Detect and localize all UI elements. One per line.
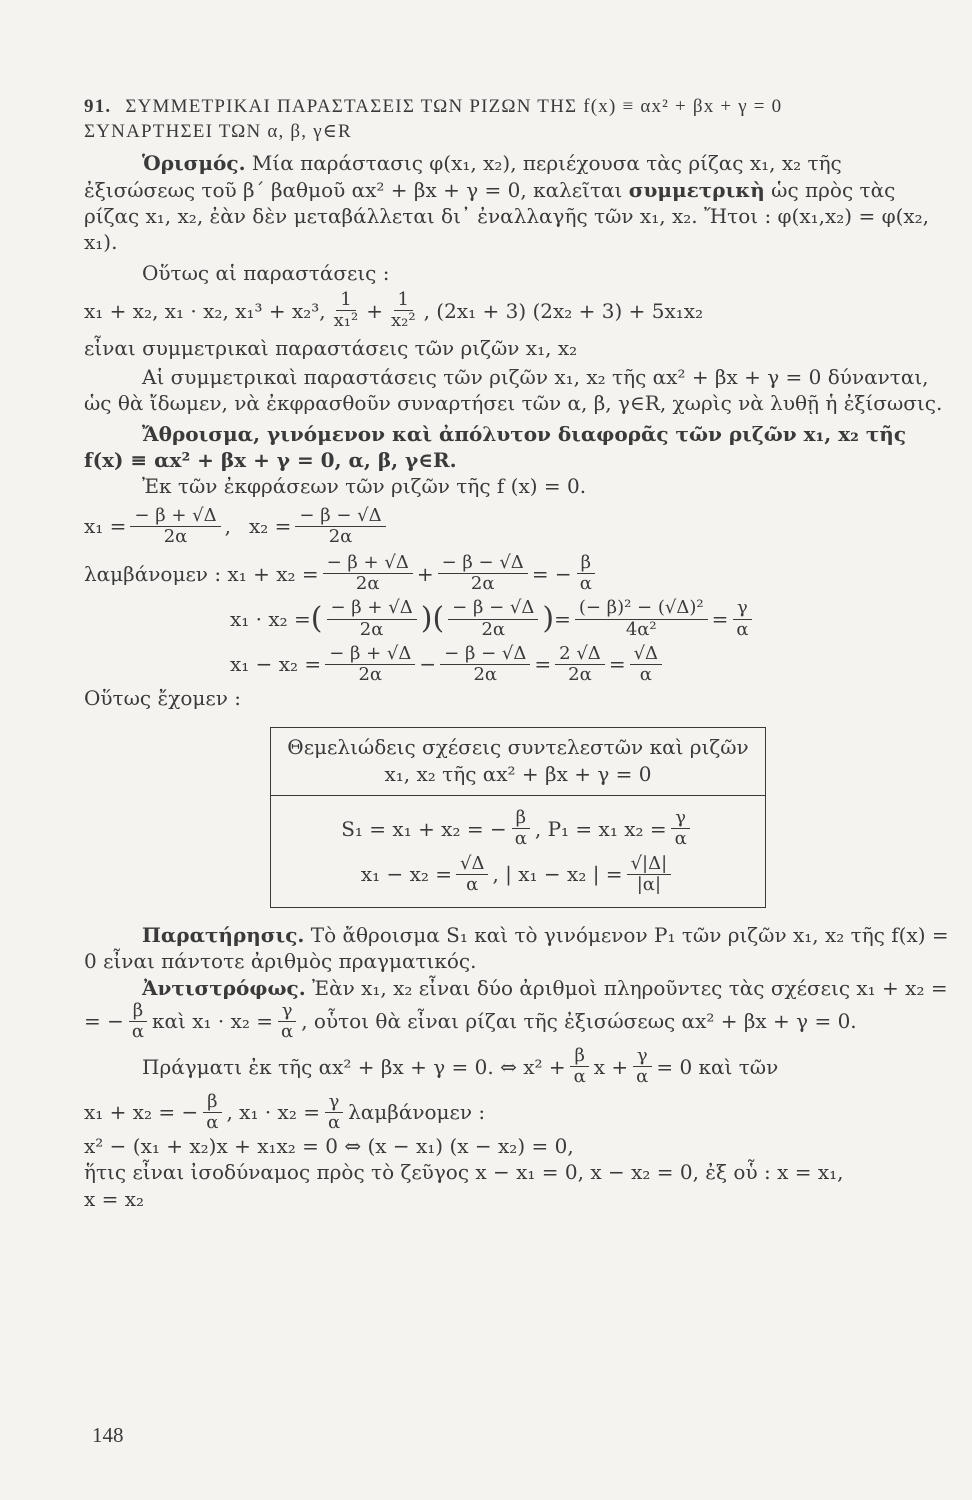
denominator: α — [674, 828, 687, 850]
numerator: − β − √Δ — [438, 553, 528, 574]
denominator: 2α — [358, 663, 383, 685]
difference-formula-fraction — [456, 854, 488, 895]
numerator: √Δ — [630, 644, 662, 665]
left-paren: ( — [310, 601, 323, 637]
examples-intro: Οὕτως αἱ παραστάσεις : — [142, 260, 390, 285]
denominator: α — [636, 1066, 649, 1088]
numerator: − β − √Δ — [440, 644, 530, 665]
equals: = — [608, 652, 626, 677]
difference-fraction-b — [440, 644, 530, 685]
converse-conclusion: , οὗτοι θὰ εἶναι ρίζαι τῆς ἐξισώσεως αx² + βx + γ = 0. — [301, 1009, 857, 1034]
product-fraction-b — [448, 598, 538, 639]
definition-term: συμμετρικὴ — [628, 177, 765, 202]
right-paren: ) — [420, 601, 433, 637]
gamma-over-alpha — [324, 1092, 344, 1133]
denominator: |α| — [636, 873, 662, 895]
numerator: γ — [671, 808, 690, 829]
gamma-over-alpha — [632, 1046, 652, 1087]
x2-fraction — [295, 506, 385, 547]
numerator: − β + √Δ — [327, 598, 417, 619]
numerator: √Δ — [456, 854, 488, 875]
equals: = — [554, 606, 571, 631]
difference-derivation — [230, 644, 950, 685]
fundamental-relations-box — [270, 727, 766, 907]
denominator: α — [579, 573, 592, 595]
difference-formula-label: x₁ − x₂ = — [360, 861, 452, 886]
fraction-one-over-x1-squared — [330, 290, 363, 331]
equals-minus: = − — [84, 1009, 124, 1034]
indeed-text-c: = 0 καὶ τῶν — [656, 1054, 779, 1079]
numerator: (− β)² − (√Δ)² — [575, 598, 708, 619]
numerator: 2 √Δ — [555, 644, 605, 665]
sum-derivation — [84, 553, 950, 594]
examples-expressions — [84, 290, 950, 331]
x1-label: x₁ = — [84, 514, 127, 539]
denominator: 2α — [355, 573, 380, 595]
from-roots-text: Ἐκ τῶν ἐκφράσεων τῶν ριζῶν τῆς f (x) = 0. — [142, 474, 587, 499]
denominator: α — [736, 618, 749, 640]
last-line-1 — [84, 1092, 950, 1133]
equals: = — [534, 652, 552, 677]
indeed-text-b: x + — [593, 1054, 629, 1079]
denominator: x₂² — [390, 310, 416, 332]
beta-over-alpha — [570, 1046, 590, 1087]
denominator: 4α² — [625, 618, 657, 640]
x1-fraction — [130, 506, 220, 547]
box-title-line1: Θεμελιώδεις σχέσεις συντελεστῶν καὶ ριζῶν — [287, 735, 749, 760]
product-formula-label: , P₁ = x₁ x₂ = — [534, 816, 667, 841]
box-row-difference — [285, 854, 751, 895]
denominator: 2α — [481, 618, 506, 640]
section-number: 91. — [84, 96, 112, 117]
converse-label: Ἀντιστρόφως. — [142, 975, 306, 1000]
difference-lead: x₁ − x₂ = — [230, 652, 322, 677]
remark-text: Τὸ ἄθροισμα S₁ καὶ τὸ γινόμενον P₁ τῶν ριζῶν x₁, x₂ τῆς f(x) = 0 εἶναι πάντοτε ἀριθμὸς πραγματικός. — [84, 922, 949, 974]
converse-text-1: Ἐὰν x₁, x₂ εἶναι δύο ἀριθμοὶ πληροῦντες τὰς σχέσεις x₁ + x₂ = — [305, 975, 948, 1000]
denominator: 2α — [568, 663, 592, 685]
denominator: 2α — [470, 573, 495, 595]
numerator: β — [577, 553, 595, 574]
box-body — [271, 796, 765, 907]
x2-label: x₂ = — [249, 514, 292, 539]
denominator: 2α — [328, 525, 353, 547]
denominator: α — [514, 828, 527, 850]
converse-paragraph — [84, 975, 950, 1001]
product-formula-fraction — [671, 808, 691, 849]
plus-sign: + — [366, 298, 383, 323]
denominator: α — [327, 1111, 341, 1133]
sum-fraction-b — [438, 553, 528, 594]
last-text-b: , x₁ · x₂ = — [226, 1100, 320, 1125]
product-derivation — [230, 598, 950, 639]
last-text-a: x₁ + x₂ = − — [84, 1100, 199, 1125]
denominator: α — [639, 663, 652, 685]
product-result — [732, 598, 752, 639]
numerator: − β + √Δ — [325, 644, 415, 665]
denominator: x₁² — [333, 310, 359, 332]
example-part-1: x₁ + x₂, x₁ · x₂, x₁³ + x₂³, — [84, 298, 326, 323]
equals-minus: = − — [531, 561, 572, 586]
denominator: α — [206, 1111, 219, 1133]
product-lead: x₁ · x₂ = — [230, 606, 311, 631]
numerator: √|Δ| — [627, 854, 672, 875]
definition-paragraph — [84, 150, 950, 256]
numerator: − β + √Δ — [323, 553, 413, 574]
sum-formula-fraction — [511, 808, 531, 849]
last-text-c: λαμβάνομεν : — [348, 1100, 486, 1125]
numerator: − β − √Δ — [295, 506, 385, 527]
denominator: α — [573, 1066, 586, 1088]
beta-over-alpha — [202, 1092, 222, 1133]
abs-difference-formula-fraction — [627, 854, 672, 895]
sum-product-heading: Ἄθροισμα, γινόμενον καὶ ἀπόλυτον διαφορᾶς τῶν ριζῶν x₁, x₂ τῆς f(x) ≡ αx² + βx + γ = 0, α, β, γ∈R. — [84, 421, 907, 472]
numerator: γ — [325, 1092, 344, 1113]
numerator: 1 — [394, 290, 413, 311]
last-line-2: x² − (x₁ + x₂)x + x₁x₂ = 0 ⇔ (x − x₁) (x − x₂) = 0, — [84, 1133, 574, 1158]
box-title-line2: x₁, x₂ τῆς αx² + βx + γ = 0 — [384, 761, 652, 786]
section-heading — [84, 94, 950, 144]
numerator: γ — [278, 1001, 297, 1022]
numerator: β — [129, 1001, 147, 1022]
sum-lead: λαμβάνομεν : x₁ + x₂ = — [84, 561, 319, 586]
denominator: α — [466, 873, 479, 895]
examples-conclusion: εἶναι συμμετρικαὶ παραστάσεις τῶν ριζῶν x₁, x₂ — [84, 336, 578, 361]
gamma-over-alpha — [277, 1001, 297, 1042]
beta-over-alpha — [128, 1001, 148, 1042]
numerator: β — [512, 808, 530, 829]
last-line-4: x = x₂ — [84, 1186, 145, 1211]
difference-fraction-a — [325, 644, 415, 685]
product-fraction-c — [575, 598, 708, 639]
indeed-line — [84, 1046, 950, 1087]
sum-result — [576, 553, 596, 594]
equals: = — [711, 606, 729, 631]
page-number: 148 — [92, 1423, 124, 1447]
section-title-line2: ΣΥΝΑΡΤΗΣΕΙ ΤΩΝ α, β, γ∈R — [84, 121, 352, 143]
definition-text-2: ὡς πρὸς τὰς ρίζας x₁, x₂, ἐὰν δὲν μεταβάλλεται δι᾿ ἐναλλαγῆς τῶν x₁, x₂. Ἤτοι : φ(x₁,x₂) = φ(x₂, x₁). — [84, 177, 930, 255]
roots-formulas — [84, 506, 950, 547]
comma: , — [224, 514, 231, 539]
definition-text-1: Μία παράστασις φ(x₁, x₂), περιέχουσα τὰς ρίζας x₁, x₂ τῆς ἐξισώσεως τοῦ β΄ βαθμοῦ αx² + βx + γ = 0, καλεῖται — [84, 151, 842, 202]
example-part-2: , (2x₁ + 3) (2x₂ + 3) + 5x₁x₂ — [423, 298, 704, 323]
denominator: α — [281, 1021, 294, 1043]
sum-fraction-a — [323, 553, 413, 594]
symmetric-paragraph: Αἱ συμμετρικαὶ παραστάσεις τῶν ριζῶν x₁, x₂ τῆς αx² + βx + γ = 0 δύνανται, ὡς θὰ ἴδωμεν, νὰ ἐκφρασθοῦν συναρτήσει τῶν α, β, γ∈R, χωρὶς νὰ λυθῇ ἡ ἐξίσωσις. — [84, 364, 943, 416]
last-line-3: ἥτις εἶναι ἰσοδύναμος πρὸς τὸ ζεῦγος x − x₁ = 0, x − x₂ = 0, ἐξ οὗ : x = x₁, — [84, 1160, 844, 1185]
definition-label: Ὁρισμός. — [142, 151, 246, 176]
numerator: β — [570, 1046, 588, 1067]
so-we-have-text: Οὕτως ἔχομεν : — [84, 686, 241, 711]
abs-difference-formula-label: , | x₁ − x₂ | = — [492, 861, 623, 886]
sum-formula-label: S₁ = x₁ + x₂ = − — [341, 816, 507, 841]
product-fraction-a — [327, 598, 417, 639]
denominator: 2α — [473, 663, 498, 685]
box-row-sum-product — [285, 808, 751, 849]
section-title-line1: ΣΥΜΜΕΤΡΙΚΑΙ ΠΑΡΑΣΤΑΣΕΙΣ ΤΩΝ ΡΙΖΩΝ ΤΗΣ f(x) ≡ αx² + βx + γ = 0 — [125, 96, 783, 117]
denominator: α — [131, 1021, 145, 1043]
remark-paragraph — [84, 922, 950, 975]
denominator: 2α — [359, 618, 384, 640]
plus-sign: + — [416, 561, 434, 586]
left-paren: ( — [432, 601, 445, 637]
difference-fraction-c — [555, 644, 605, 685]
fraction-one-over-x2-squared — [387, 290, 420, 331]
numerator: γ — [633, 1046, 652, 1067]
difference-result — [630, 644, 662, 685]
right-paren: ) — [542, 601, 555, 637]
converse-product-text: καὶ x₁ · x₂ = — [152, 1009, 274, 1034]
numerator: 1 — [336, 290, 355, 311]
converse-line-2 — [84, 1001, 950, 1042]
denominator: 2α — [163, 525, 188, 547]
numerator: − β − √Δ — [448, 598, 538, 619]
numerator: β — [203, 1092, 221, 1113]
indeed-text-a: Πράγματι ἐκ τῆς αx² + βx + γ = 0. ⇔ x² + — [142, 1054, 566, 1079]
numerator: − β + √Δ — [130, 506, 220, 527]
page-content — [84, 94, 950, 1212]
numerator: γ — [733, 598, 752, 619]
minus-sign: − — [419, 652, 437, 677]
box-title — [271, 728, 765, 796]
remark-label: Παρατήρησις. — [142, 922, 305, 947]
